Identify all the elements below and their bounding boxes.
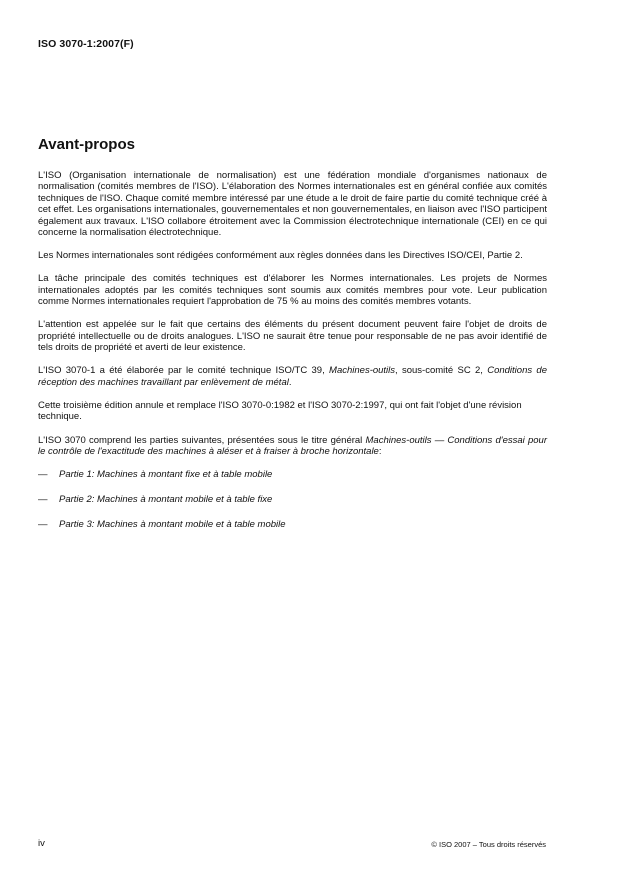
list-item-text: Partie 2: Machines à montant mobile et à table fixe — [59, 494, 273, 506]
committee-name: Machines-outils — [329, 365, 396, 377]
subcommittee-text: , sous-comité SC 2, — [395, 365, 488, 377]
paragraph-main-task: La tâche principale des comités techniques est d'élaborer les Normes internationales. Les projets de Normes internationales adoptés par les comités techniques sont soumis aux comités membres pour vote. Leur publication comme Normes internationales requiert l'approbation de 75 % au moins des comités membres votants. — [38, 273, 547, 308]
paragraph-iso-organisation: L'ISO (Organisation internationale de normalisation) est une fédération mondiale d'organismes nationaux de normalisation (comités membres de l'ISO). L'élaboration des Normes internationales est en général confiée aux comités techniques de l'ISO. Chaque comité membre intéressé par une étude a le droit de faire partie du comité technique créé à cet effet. Les organisations internationales, gouvernementales et non gouvernementales, en liaison avec l'ISO participent également aux travaux. L'ISO collabore étroitement avec la Commission électrotechnique internationale (CEI) en ce qui concerne la normalisation électrotechnique. — [38, 170, 547, 239]
paragraph-edition: Cette troisième édition annule et remplace l'ISO 3070-0:1982 et l'ISO 3070-2:1997, qui ont fait l'objet d'une révision technique. — [38, 400, 522, 423]
paragraph-patent-rights: L'attention est appelée sur le fait que certains des éléments du présent document peuvent faire l'objet de droits de propriété intellectuelle ou de droits analogues. L'ISO ne saurait être tenue pour responsable de ne pas avoir identifié de tels droits de propriété et averti de leur existence. — [38, 319, 547, 354]
paragraph-prepared-by — [38, 365, 547, 388]
copyright-notice: © ISO 2007 – Tous droits réservés — [431, 840, 546, 849]
paragraph-directives: Les Normes internationales sont rédigées conformément aux règles données dans les Directives ISO/CEI, Partie 2. — [38, 250, 523, 262]
dash-bullet: — — [38, 469, 48, 481]
page-number: iv — [38, 838, 45, 849]
dash-bullet: — — [38, 494, 48, 506]
list-item — [38, 519, 547, 530]
document-id: ISO 3070-1:2007(F) — [38, 38, 134, 50]
paragraph-parts-intro — [38, 435, 547, 458]
subcommittee-name: Conditions de réception des machines travaillant par enlèvement de métal — [38, 365, 547, 388]
parts-intro-colon: : — [378, 446, 382, 458]
dash-bullet: — — [38, 519, 48, 531]
page-title: Avant-propos — [38, 136, 135, 153]
foreword-body — [38, 170, 547, 544]
prepared-by-text: L'ISO 3070-1 a été élaborée par le comité technique ISO/TC 39, — [38, 365, 330, 377]
sentence-end: . — [288, 376, 292, 388]
parts-intro-text: L'ISO 3070 comprend les parties suivantes, présentées sous le titre général — [38, 434, 366, 446]
list-item — [38, 494, 547, 505]
list-item — [38, 469, 547, 480]
parts-list — [38, 469, 547, 530]
list-item-text: Partie 1: Machines à montant fixe et à table mobile — [59, 469, 273, 481]
general-title: Machines-outils — Conditions d'essai pour le contrôle de l'exactitude des machines à aléser et à fraiser à broche horizontale — [38, 434, 547, 458]
list-item-text: Partie 3: Machines à montant mobile et à table mobile — [59, 519, 286, 531]
